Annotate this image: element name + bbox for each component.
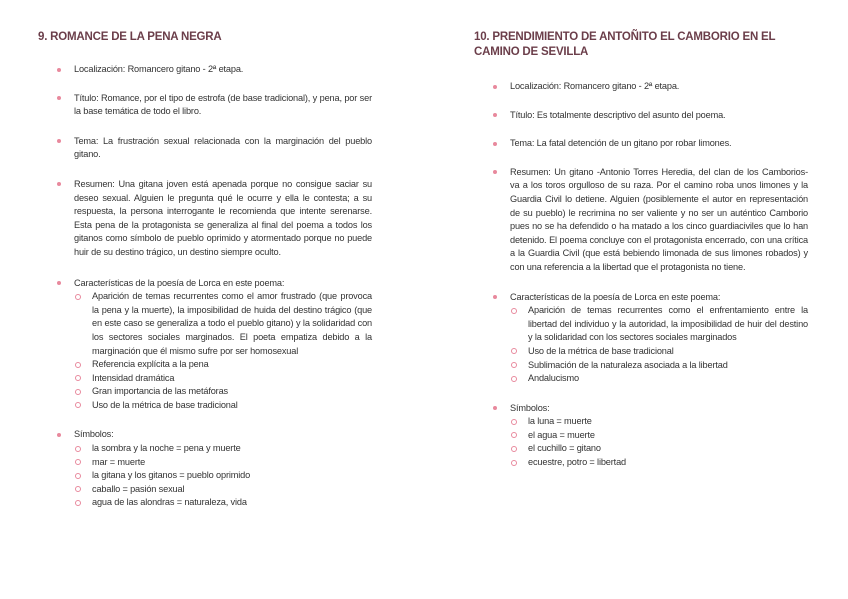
section-9-resumen: Resumen: Una gitana joven está apenada porque no consigue saciar su deseo sexual. Alguien le pregunta qué le ocurre y ella le contesta; a su respuesta, la persona interrogante le recomienda que intente serenarse. Esta pena de la protagonista se generaliza al final del poema a todos los gitanos como símbolo de pueblo oprimido y atormentado porque no puede huir de su destino trágico, un destino siempre oculto.	[38, 178, 372, 260]
section-10-title: 10. PRENDIMIENTO DE ANTOÑITO EL CAMBORIO EN EL CAMINO DE SEVILLA	[474, 31, 776, 58]
list-item: Gran importancia de las metáforas	[74, 385, 372, 399]
section-9-tema: Tema: La frustración sexual relacionada con la marginación del pueblo gitano.	[38, 135, 372, 162]
section-9-simbolos	[38, 428, 372, 510]
section-10-titulo: Título: Es totalmente descriptivo del asunto del poema.	[474, 109, 808, 123]
section-9-list	[38, 63, 372, 510]
list-item: Uso de la métrica de base tradicional	[510, 345, 808, 359]
section-10-localizacion: Localización: Romancero gitano - 2ª etapa.	[474, 80, 808, 94]
list-item: Sublimación de la naturaleza asociada a la libertad	[510, 359, 808, 373]
list-item: la gitana y los gitanos = pueblo oprimido	[74, 469, 372, 483]
section-9-simbolos-label: Símbolos:	[74, 429, 114, 440]
list-item: caballo = pasión sexual	[74, 483, 372, 497]
section-9-caracteristicas	[38, 277, 372, 413]
section-10-tema: Tema: La fatal detención de un gitano por robar limones.	[474, 137, 808, 151]
list-item: mar = muerte	[74, 456, 372, 470]
section-9-titulo: Título: Romance, por el tipo de estrofa (de base tradicional), y pena, por ser la base temática de todo el libro.	[38, 92, 372, 119]
list-item: la luna = muerte	[510, 415, 808, 429]
list-item: Uso de la métrica de base tradicional	[74, 399, 372, 413]
section-9-simbolos-list	[74, 442, 372, 510]
section-10-simbolos-label: Símbolos:	[510, 402, 550, 413]
section-10-resumen: Resumen: Un gitano -Antonio Torres Heredia, del clan de los Camborios- va a los toros orgulloso de su raza. Por el camino roba unos limones y la Guardia Civil lo detiene. Alguien (posiblemente el autor en representación de su pueblo) le recrimina no ser valiente y no ser un auténtico Camborio pues no se ha defendido o ha matado a los cinco guardiaciviles que lo han detenido. El poema concluye con el protagonista encerrado, con una crítica a la Guardia Civil (que está bebiendo limonada de sus limones robados) y con una referencia a la libertad que el protagonista no tiene.	[474, 166, 808, 275]
list-item: el agua = muerte	[510, 429, 808, 443]
list-item: Referencia explícita a la pena	[74, 358, 372, 372]
list-item: Aparición de temas recurrentes como el amor frustrado (que provoca la pena y la muerte), la imposibilidad de huida del destino trágico (que en este caso se generaliza a todo el pueblo gitano) y la solidaridad con los sectores sociales marginados. El poeta empatiza debido a la marginación que él mismo sufre por ser homosexual	[74, 290, 372, 358]
list-item: el cuchillo = gitano	[510, 442, 808, 456]
list-item: agua de las alondras = naturaleza, vida	[74, 496, 372, 510]
section-10-caracteristicas-label: Características de la poesía de Lorca en este poema:	[510, 291, 721, 302]
section-10-caracteristicas-list	[510, 304, 808, 386]
section-9-caracteristicas-label: Características de la poesía de Lorca en este poema:	[74, 277, 285, 288]
section-9-localizacion: Localización: Romancero gitano - 2ª etapa.	[38, 63, 372, 77]
section-10-caracteristicas	[474, 291, 808, 386]
section-10-simbolos	[474, 402, 808, 470]
list-item: la sombra y la noche = pena y muerte	[74, 442, 372, 456]
list-item: ecuestre, potro = libertad	[510, 456, 808, 470]
section-10-list	[474, 80, 808, 470]
section-10-simbolos-list	[510, 415, 808, 469]
section-9-caracteristicas-list	[74, 290, 372, 412]
list-item: Intensidad dramática	[74, 372, 372, 386]
list-item: Aparición de temas recurrentes como el enfrentamiento entre la libertad del individuo y la autoridad, la imposibilidad de huir del destino y la solidaridad con los sectores sociales marginados	[510, 304, 808, 345]
section-9-title: 9. ROMANCE DE LA PENA NEGRA	[38, 31, 222, 43]
list-item: Andalucismo	[510, 372, 808, 386]
